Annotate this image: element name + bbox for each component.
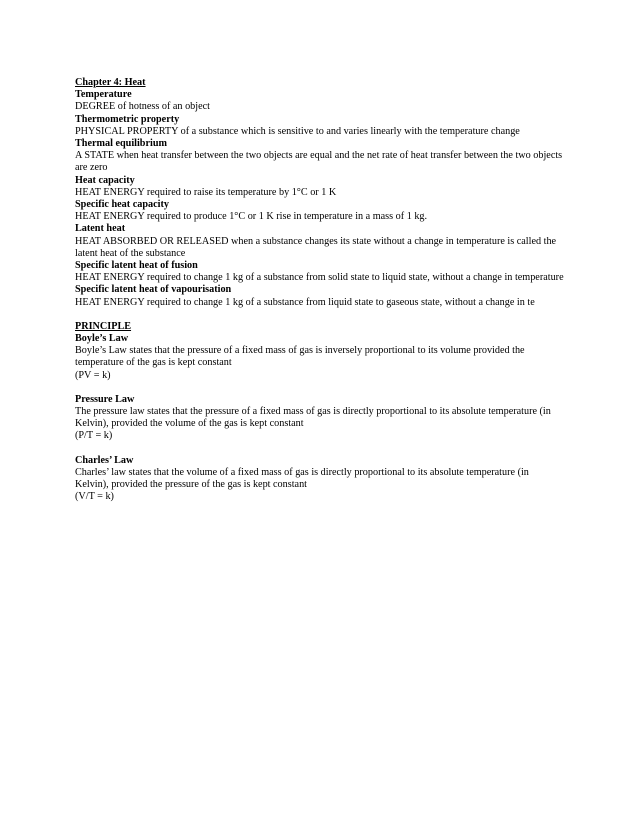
law-statement-charles: Charles’ law states that the volume of a fixed mass of gas is directly proportional to its absolute temperature (in Kelvin), provided the pressure of the gas is kept constant bbox=[75, 466, 529, 491]
law-formula-pressure: (P/T = k) bbox=[75, 430, 113, 442]
term-specific-latent-heat-vapourisation: Specific latent heat of vapourisation bbox=[75, 284, 232, 296]
definition-specific-heat-capacity: HEAT ENERGY required to produce 1°C or 1 K rise in temperature in a mass of 1 kg. bbox=[75, 211, 428, 223]
spacer bbox=[75, 382, 565, 394]
definition-latent-heat: HEAT ABSORBED OR RELEASED when a substance changes its state without a change in temperature is called the latent heat of the substance bbox=[75, 235, 557, 259]
term-heat-capacity: Heat capacity bbox=[75, 174, 135, 186]
definition-thermometric-property: PHYSICAL PROPERTY of a substance which is sensitive to and varies linearly with the temperature change bbox=[75, 125, 520, 137]
law-title-charles: Charles’ Law bbox=[75, 454, 134, 466]
law-statement-pressure: The pressure law states that the pressure of a fixed mass of gas is directly proportional to its absolute temperature (in Kelvin), provided the volume of the gas is kept constant bbox=[75, 406, 551, 430]
law-title-pressure: Pressure Law bbox=[75, 393, 135, 405]
spacer bbox=[75, 443, 565, 455]
definition-specific-latent-heat-vapourisation: HEAT ENERGY required to change 1 kg of a substance from liquid state to gaseous state, without a change in te bbox=[75, 296, 535, 308]
principle-title: PRINCIPLE bbox=[75, 320, 132, 332]
definition-specific-latent-heat-fusion: HEAT ENERGY required to change 1 kg of a substance from solid state to liquid state, without a change in temperature bbox=[75, 272, 564, 284]
law-formula-boyle: (PV = k) bbox=[75, 369, 111, 381]
definition-heat-capacity: HEAT ENERGY required to raise its temperature by 1°C or 1 K bbox=[75, 186, 337, 198]
term-temperature: Temperature bbox=[75, 89, 132, 101]
term-thermal-equilibrium: Thermal equilibrium bbox=[75, 138, 167, 150]
spacer bbox=[75, 309, 565, 321]
law-title-boyle: Boyle’s Law bbox=[75, 333, 129, 345]
term-thermometric-property: Thermometric property bbox=[75, 113, 180, 125]
term-specific-latent-heat-fusion: Specific latent heat of fusion bbox=[75, 260, 198, 272]
law-statement-boyle: Boyle’s Law states that the pressure of a fixed mass of gas is inversely proportional to its volume provided the temperature of the gas is kept constant bbox=[75, 345, 525, 369]
document-content bbox=[75, 77, 565, 504]
chapter-title: Chapter 4: Heat bbox=[75, 77, 146, 88]
definition-temperature: DEGREE of hotness of an object bbox=[75, 101, 210, 113]
term-latent-heat: Latent heat bbox=[75, 223, 126, 235]
definition-thermal-equilibrium: A STATE when heat transfer between the two objects are equal and the net rate of heat transfer between the two objects are zero bbox=[75, 150, 563, 174]
term-specific-heat-capacity: Specific heat capacity bbox=[75, 199, 169, 211]
law-formula-charles: (V/T = k) bbox=[75, 491, 114, 503]
